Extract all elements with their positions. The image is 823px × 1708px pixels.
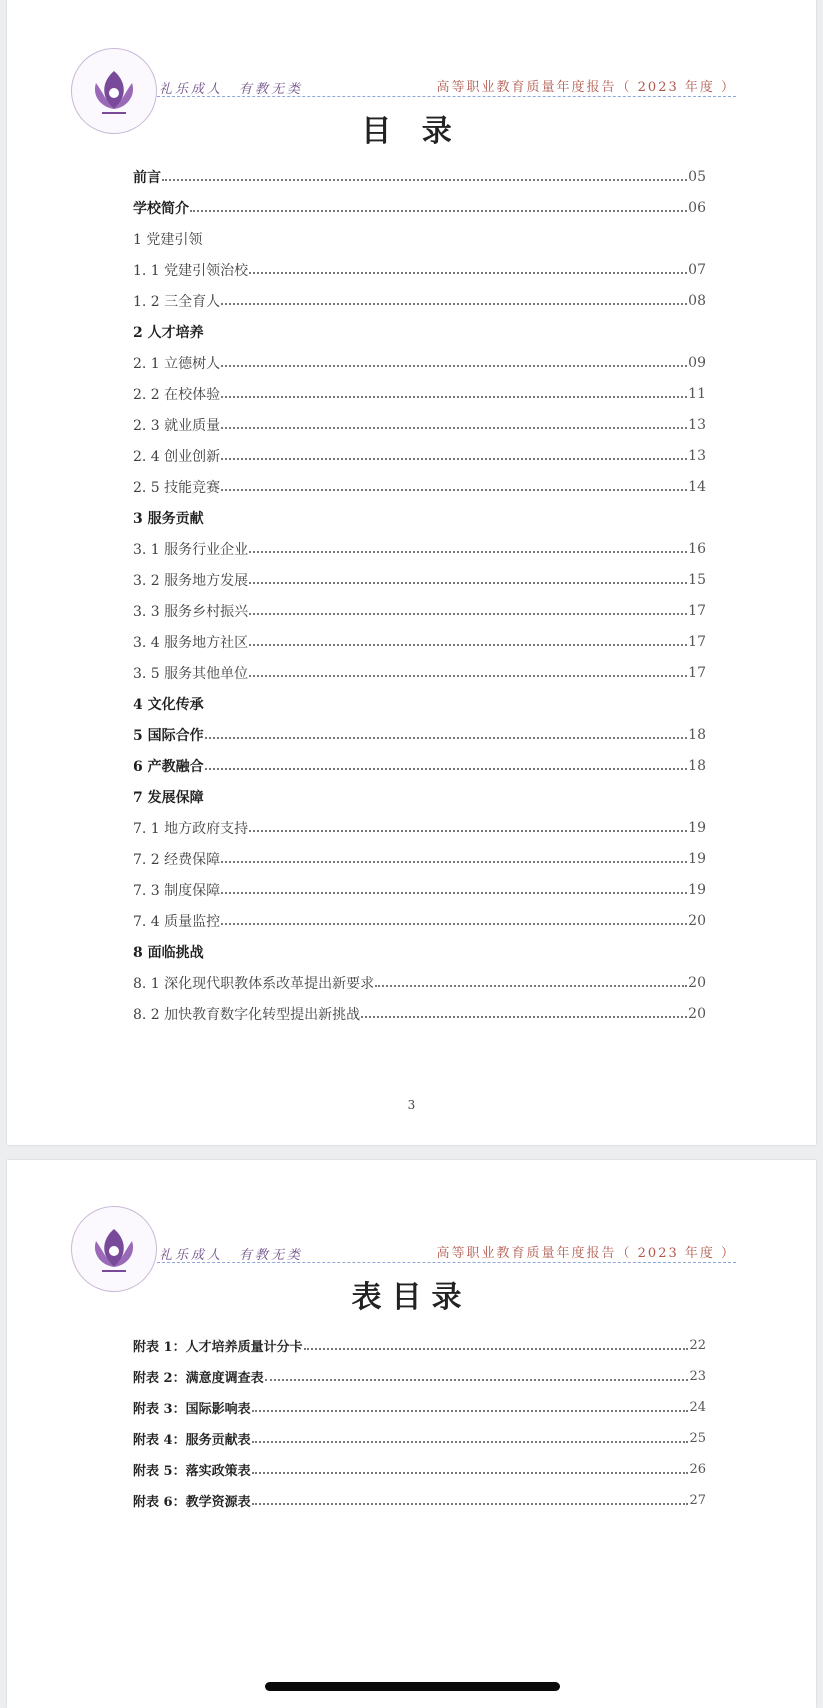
toc-entry-label: 2 人才培养 [133, 324, 204, 341]
dot-leader [249, 644, 687, 646]
toc-entry[interactable] [133, 812, 706, 843]
toc-entry[interactable] [133, 905, 706, 936]
page-number: 3 [407, 1098, 416, 1112]
toc-entry-page: 09 [688, 354, 706, 371]
toc-entry[interactable] [133, 471, 706, 502]
toc-entry-page: 07 [688, 261, 706, 278]
toc-entry-label: 7. 2 经费保障 [133, 851, 221, 868]
toc-entry[interactable] [133, 719, 706, 750]
toc-entry-label: 前言 [133, 169, 161, 186]
dot-leader [221, 861, 687, 863]
toc-entry-label: 4 文化传承 [133, 696, 204, 713]
dot-leader [304, 1348, 689, 1350]
toc-entry[interactable] [133, 1485, 706, 1516]
toc-entry-label: 3. 4 服务地方社区 [133, 634, 249, 651]
toc-entry-label: 3. 2 服务地方发展 [133, 572, 249, 589]
toc-entry-label: 附表 3：国际影响表 [133, 1402, 251, 1417]
toc-entry-label: 6 产教融合 [133, 758, 204, 775]
toc-entry[interactable] [133, 781, 706, 812]
toc-entry-page: 23 [689, 1369, 706, 1384]
toc-entry-label: 附表 6：教学资源表 [133, 1495, 251, 1510]
toc-entry-page: 13 [688, 447, 706, 464]
toc-entry-label: 附表 4：服务贡献表 [133, 1433, 251, 1448]
toc-entry[interactable] [133, 347, 706, 378]
toc-entry-label: 7. 1 地方政府支持 [133, 820, 249, 837]
toc-entry-page: 19 [688, 819, 706, 836]
toc-entry-page: 19 [688, 881, 706, 898]
toc-entry-page: 15 [688, 571, 706, 588]
dot-leader [221, 892, 687, 894]
toc-entry[interactable] [133, 192, 706, 223]
document-page-1 [7, 0, 816, 1145]
toc-entry-page: 14 [688, 478, 706, 495]
toc-entry[interactable] [133, 533, 706, 564]
toc-entry[interactable] [133, 750, 706, 781]
toc-entry[interactable] [133, 1423, 706, 1454]
table-toc-list [133, 1330, 706, 1516]
dot-leader [221, 458, 687, 460]
toc-entry-page: 06 [688, 199, 706, 216]
dot-leader [249, 551, 687, 553]
dot-leader [252, 1472, 689, 1474]
table-toc-title: 表目录 [351, 1280, 472, 1315]
toc-entry[interactable] [133, 1392, 706, 1423]
toc-entry-page: 20 [688, 912, 706, 929]
toc-entry-page: 08 [688, 292, 706, 309]
dot-leader [205, 737, 688, 739]
dot-leader [249, 830, 687, 832]
dot-leader [252, 1503, 689, 1505]
document-page-2 [7, 1160, 816, 1708]
toc-entry[interactable] [133, 285, 706, 316]
toc-entry-label: 8. 2 加快教育数字化转型提出新挑战 [133, 1006, 361, 1023]
toc-entry-label: 附表 2：满意度调查表 [133, 1371, 264, 1386]
toc-entry-label: 5 国际合作 [133, 727, 204, 744]
toc-entry-label: 7. 4 质量监控 [133, 913, 221, 930]
toc-entry[interactable] [133, 502, 706, 533]
dot-leader [221, 303, 687, 305]
toc-entry[interactable] [133, 564, 706, 595]
header-rule [157, 1262, 736, 1263]
toc-entry[interactable] [133, 1454, 706, 1485]
toc-entry-label: 2. 3 就业质量 [133, 417, 221, 434]
toc-entry[interactable] [133, 440, 706, 471]
toc-entry[interactable] [133, 874, 706, 905]
dot-leader [249, 613, 687, 615]
dot-leader [205, 768, 688, 770]
dot-leader [221, 427, 687, 429]
toc-entry[interactable] [133, 688, 706, 719]
toc-entry[interactable] [133, 161, 706, 192]
toc-entry-page: 05 [688, 168, 706, 185]
toc-entry-label: 附表 5：落实政策表 [133, 1464, 251, 1479]
toc-entry-page: 27 [689, 1493, 706, 1508]
toc-entry-label: 2. 5 技能竞赛 [133, 479, 221, 496]
toc-entry-page: 20 [688, 974, 706, 991]
header-rule [157, 96, 736, 97]
dot-leader [221, 365, 687, 367]
dot-leader [249, 675, 687, 677]
toc-entry-page: 25 [689, 1431, 706, 1446]
toc-entry-page: 13 [688, 416, 706, 433]
toc-entry-label: 1. 1 党建引领治校 [133, 262, 249, 279]
toc-entry-page: 17 [688, 602, 706, 619]
toc-entry-page: 22 [689, 1338, 706, 1353]
toc-entry-page: 17 [688, 664, 706, 681]
toc-entry[interactable] [133, 843, 706, 874]
toc-entry-page: 24 [689, 1400, 706, 1415]
toc-entry-page: 18 [688, 726, 706, 743]
toc-entry[interactable] [133, 626, 706, 657]
toc-entry-label: 3. 3 服务乡村振兴 [133, 603, 249, 620]
toc-entry-label: 8. 1 深化现代职教体系改革提出新要求 [133, 975, 375, 992]
dot-leader [249, 272, 687, 274]
toc-entry-label: 7 发展保障 [133, 789, 204, 806]
toc-entry-page: 20 [688, 1005, 706, 1022]
toc-entry[interactable] [133, 316, 706, 347]
toc-entry-label: 1. 2 三全育人 [133, 293, 221, 310]
dot-leader [221, 396, 687, 398]
toc-entry-label: 2. 4 创业创新 [133, 448, 221, 465]
dot-leader [252, 1441, 689, 1443]
toc-entry-label: 7. 3 制度保障 [133, 882, 221, 899]
report-title: 高等职业教育质量年度报告（ 2023 年度 ） [436, 80, 736, 95]
toc-entry-label: 3 服务贡献 [133, 510, 204, 527]
toc-entry-label: 3. 1 服务行业企业 [133, 541, 249, 558]
toc-entry[interactable] [133, 936, 706, 967]
home-indicator[interactable] [265, 1682, 560, 1691]
dot-leader [221, 923, 687, 925]
dot-leader [252, 1410, 689, 1412]
toc-entry[interactable] [133, 967, 706, 998]
dot-leader [265, 1379, 689, 1381]
toc-entry-label: 1 党建引领 [133, 231, 203, 248]
toc-list [133, 161, 706, 1029]
toc-entry[interactable] [133, 378, 706, 409]
toc-entry-page: 11 [688, 385, 706, 402]
dot-leader [221, 489, 687, 491]
dot-leader [249, 582, 687, 584]
dot-leader [190, 210, 687, 212]
school-motto: 礼乐成人 有教无类 [159, 82, 304, 97]
school-motto: 礼乐成人 有教无类 [159, 1248, 304, 1263]
dot-leader [162, 179, 687, 181]
toc-entry[interactable] [133, 595, 706, 626]
toc-entry[interactable] [133, 409, 706, 440]
toc-entry-page: 26 [689, 1462, 706, 1477]
dot-leader [375, 985, 687, 987]
toc-entry[interactable] [133, 1330, 706, 1361]
toc-entry-label: 2. 2 在校体验 [133, 386, 221, 403]
toc-entry-label: 8 面临挑战 [133, 944, 204, 961]
toc-entry[interactable] [133, 998, 706, 1029]
toc-entry[interactable] [133, 254, 706, 285]
dot-leader [361, 1016, 687, 1018]
toc-entry-label: 学校简介 [133, 200, 189, 217]
toc-entry[interactable] [133, 657, 706, 688]
toc-entry-page: 17 [688, 633, 706, 650]
toc-entry-page: 19 [688, 850, 706, 867]
toc-title: 目 录 [361, 114, 462, 149]
report-title: 高等职业教育质量年度报告（ 2023 年度 ） [436, 1246, 736, 1261]
toc-entry-label: 3. 5 服务其他单位 [133, 665, 249, 682]
toc-entry-label: 附表 1：人才培养质量计分卡 [133, 1340, 303, 1355]
toc-entry-page: 16 [688, 540, 706, 557]
toc-entry-page: 18 [688, 757, 706, 774]
toc-entry[interactable] [133, 1361, 706, 1392]
toc-entry-label: 2. 1 立德树人 [133, 355, 221, 372]
toc-entry[interactable] [133, 223, 706, 254]
